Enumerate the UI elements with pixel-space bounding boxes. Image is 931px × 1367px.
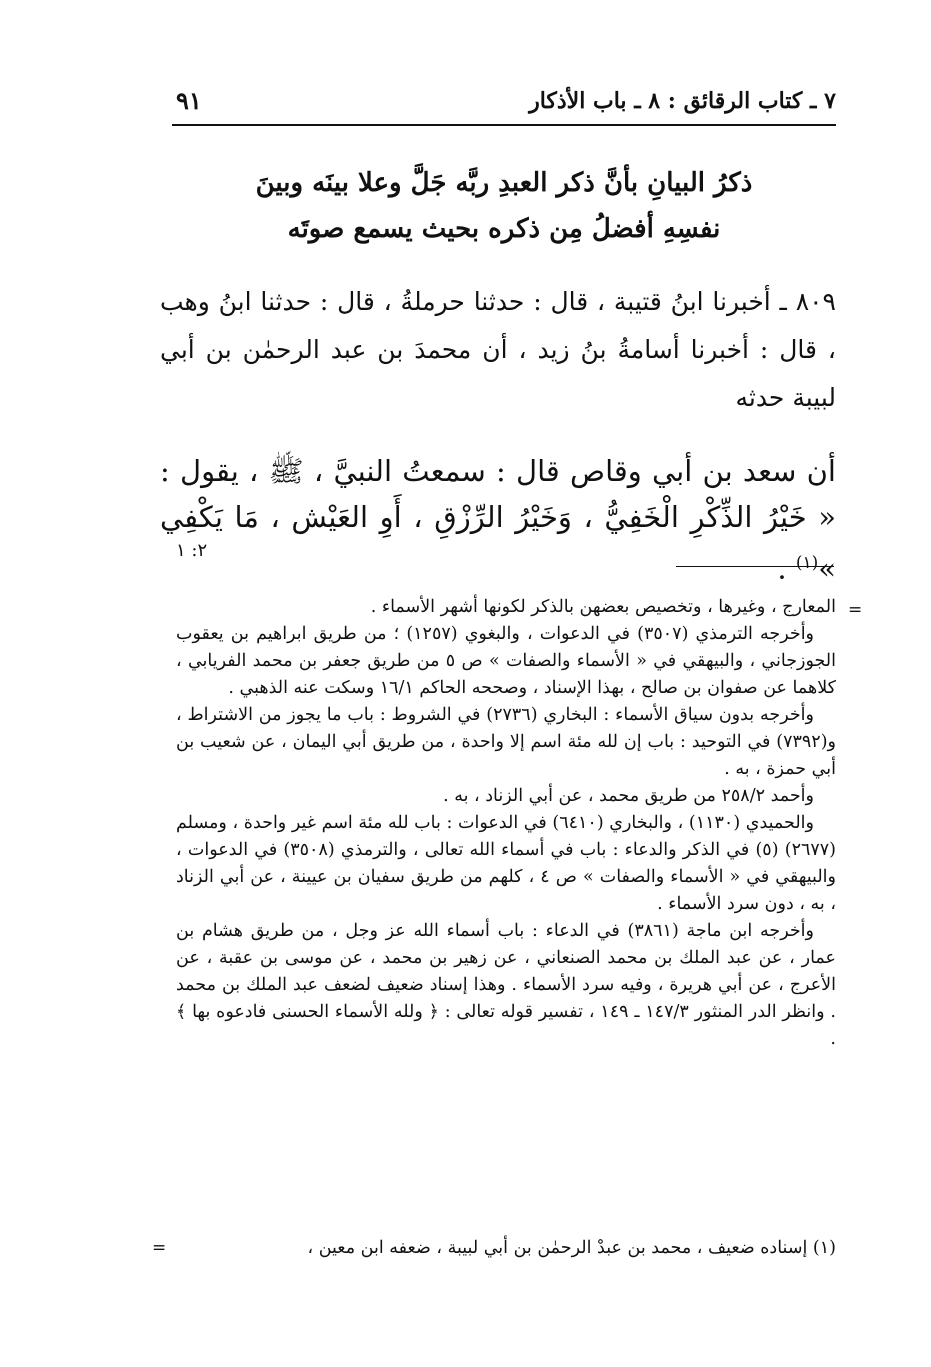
footnote-ref-1: (١) <box>795 553 819 573</box>
running-header <box>172 86 836 120</box>
header-rule <box>172 124 836 126</box>
continuation-mark-bottom: = <box>152 1238 167 1258</box>
hadith-matn-block <box>160 448 836 592</box>
footnote-rule <box>676 566 834 567</box>
page-number: ٩١ <box>176 86 202 115</box>
hadith-isnad: ٨٠٩ ـ أخبرنا ابنُ قتيبة ، قال : حدثنا حرملةُ ، قال : حدثنا ابنُ وهب ، قال : أخبرنا أسامةُ بنُ زيد ، أن محمدَ بن عبد الرحمٰن بن أبي لبيبة حدثه <box>160 287 836 412</box>
note-paragraph: وأخرجه ابن ماجة (٣٨٦١) في الدعاء : باب أسماء الله عز وجل ، من طريق هشام بن عمار ، عن عبد الملك بن محمد الصنعاني ، عن زهير بن محمد ، عن موسى بن عقبة ، عن الأعرج ، عن أبي هريرة ، وفيه سرد الأسماء . وهذا إسناد ضعيف لضعف عبد الملك بن محمد . وانظر الدر المنثور ١٤٧/٣ ـ ١٤٩ ، تفسير قوله تعالى : ﴿ ولله الأسماء الحسنى فادعوه بها ﴾ . <box>176 921 836 1049</box>
chapter-heading-line-2: نفسِهِ أفضلُ مِن ذكره بحيث يسمع صوتَه <box>287 214 721 244</box>
chapter-heading <box>172 160 836 252</box>
footnote-1: (١) إسناده ضعيف ، محمد بن عبدْ الرحمٰن بن أبي لبيبة ، ضعفه ابن معين ، <box>307 1238 836 1258</box>
hadith-matn: أن سعد بن أبي وقاص قال : سمعتُ النبيَّ ، ﷺ ، يقول : « خَيْرُ الذِّكْرِ الْخَفِيُّ ، وَخَيْرُ الرِّزْقِ ، أَوِ العَيْش ، مَا يَكْفِي » <box>160 454 836 586</box>
note-paragraph: وأخرجه الترمذي (٣٥٠٧) في الدعوات ، والبغوي (١٢٥٧) ؛ من طريق ابراهيم بن يعقوب الجوزجاني ، والبيهقي في « الأسماء والصفات » ص ٥ من طريق جعفر بن محمد الفريابي ، كلاهما عن صفوان بن صالح ، بهذا الإسناد ، وصححه الحاكم ١٦/١ وسكت عنه الذهبي . <box>176 624 836 698</box>
note-paragraph: والحميدي (١١٣٠) ، والبخاري (٦٤١٠) في الدعوات : باب لله مئة اسم غير واحدة ، ومسلم (٢٦٧٧) (٥) في الذكر والدعاء : باب في أسماء الله تعالى ، والترمذي (٣٥٠٨) في الدعوات ، والبيهقي في « الأسماء والصفات » ص ٤ ، كلهم من طريق سفيان بن عيينة ، عن أبي الزناد ، به ، دون سرد الأسماء . <box>176 813 836 914</box>
hadith-end-dot: . <box>777 551 796 586</box>
footnotes <box>176 594 836 1053</box>
chapter-heading-line-1: ذكرُ البيانِ بأنَّ ذكر العبدِ ربَّه جَلَّ وعلا بينَه وبينَ <box>255 168 753 198</box>
note-paragraph: وأخرجه بدون سياق الأسماء : البخاري (٢٧٣٦) في الشروط : باب ما يجوز من الاشتراط ، و(٧٣٩٢) في التوحيد : باب إن لله مئة اسم إلا واحدة ، من طريق أبي اليمان ، عن شعيب بن أبي حمزة ، به . <box>176 705 836 779</box>
continuation-mark-top: = <box>848 600 863 620</box>
running-title: ٧ ـ كتاب الرقائق : ٨ ـ باب الأذكار <box>529 88 836 114</box>
cross-reference-mark: ٢: ١ <box>176 540 208 561</box>
note-paragraph: المعارج ، وغيرها ، وتخصيص بعضهن بالذكر لكونها أشهر الأسماء . <box>370 597 836 617</box>
note-paragraph: وأحمد ٢٥٨/٢ من طريق محمد ، عن أبي الزناد ، به . <box>443 786 814 806</box>
